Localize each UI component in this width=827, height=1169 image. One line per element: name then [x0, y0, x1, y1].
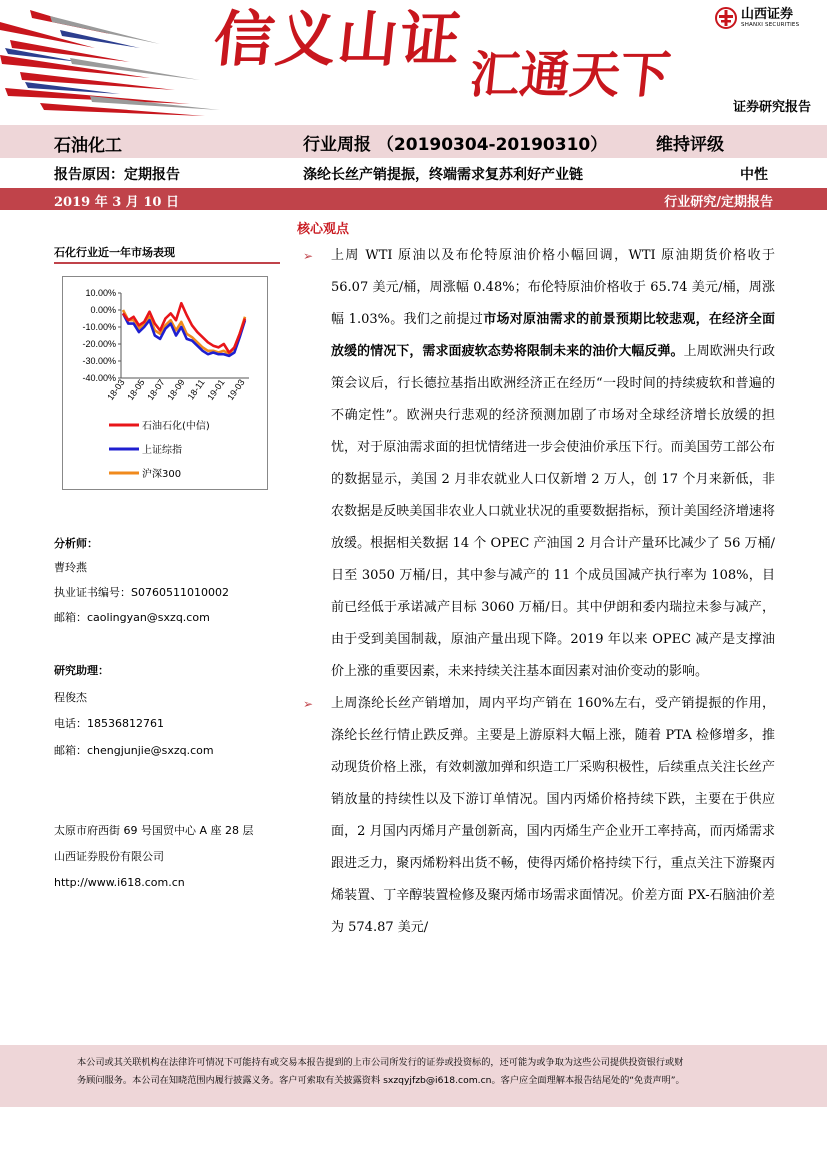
x-tick-label: 19-03 [225, 377, 247, 403]
analyst-name: 曹玲燕 [54, 561, 87, 574]
sector-title: 石油化工 [54, 136, 122, 156]
chart-canvas [63, 277, 269, 491]
viewpoint-paragraph-polyester [303, 688, 775, 944]
disclaimer-line-2: 务顾问服务。本公司在知晓范围内履行披露义务。客户可索取有关披露资料 sxzqyjfzb@i618.com.cn。客户应全面理解本报告结尾处的“免责声明”。 [77, 1075, 685, 1086]
rating-title: 维持评级 [656, 135, 724, 155]
report-type: 行业研究/定期报告 [664, 195, 773, 210]
report-headline: 涤纶长丝产销提振，终端需求复苏利好产业链 [303, 167, 583, 183]
report-reason: 报告原因：定期报告 [54, 167, 180, 183]
y-tick-label: -40.00% [82, 373, 116, 383]
disclaimer-text [77, 1054, 767, 1090]
para1-text-b: 上周欧洲央行政策会议后，行长德拉基指出欧洲经济正在经历“一段时间的持续疲软和普遍的不确定性”。欧洲央行悲观的经济预测加剧了市场对全球经济增长放缓的担忧，对于原油需求面的担忧情绪进一步会使油价承压下行。而美国劳工部公布的数据显示，美国 2 月非农就业人口仅新增 2 万人，创 17 个月来新低，非农数据是反映美国非农业人口就业状况的重要数据指标，预计美国经济增速将放缓。根据相关数据 14 个 OPEC 产油国 2 月合计产量环比减少了 56 万桶/日至 3050 万桶/日，其中参与减产的 11 个成员国减产执行率为 108%，目前已经低于承诺减产目标 3060 万桶/日。其中伊朗和委内瑞拉未参与减产，由于受到美国制裁，原油产量出现下降。2019 年以来 OPEC 减产是支撑油价上涨的重要因素，未来持续关注基本面因素对油价变动的影响。 [331, 344, 775, 679]
x-tick-label: 19-01 [205, 377, 227, 403]
legend-label: 沪深300 [142, 469, 182, 480]
y-tick-label: 0.00% [90, 305, 116, 315]
chart-title-rule [54, 262, 280, 264]
report-date: 2019 年 3 月 10 日 [54, 195, 179, 210]
company-logo [715, 7, 799, 29]
logo-name: 山西证券 [741, 7, 794, 22]
arrow-bullet-icon: ➢ [303, 697, 314, 711]
chart-title: 石化行业近一年市场表现 [54, 246, 175, 259]
slogan-part1: 信义山证 [210, 5, 466, 75]
y-tick-label: -10.00% [82, 322, 116, 332]
analyst-cert: 执业证书编号：S0760511010002 [54, 586, 229, 599]
assistant-title: 研究助理： [54, 664, 109, 677]
x-tick-label: 18-09 [165, 377, 187, 403]
assistant-email[interactable]: 邮箱：chengjunjie@sxzq.com [54, 744, 214, 757]
weekly-report-title: 行业周报 （20190304-20190310） [303, 135, 608, 155]
viewpoint-paragraph-oil [303, 240, 775, 688]
legend-label: 上证综指 [142, 445, 182, 456]
analyst-email[interactable]: 邮箱：caolingyan@sxzq.com [54, 611, 210, 624]
assistant-phone: 电话：18536812761 [54, 717, 164, 730]
logo-mark-icon [715, 7, 737, 29]
x-tick-label: 18-07 [145, 377, 167, 403]
company-website[interactable]: http://www.i618.com.cn [54, 876, 185, 889]
y-tick-label: 10.00% [85, 288, 116, 298]
company-name: 山西证券股份有限公司 [54, 850, 164, 863]
x-tick-label: 18-05 [125, 377, 147, 403]
para1-bold-text: 市场对原油需求的前景预期比较悲观，在经济全面放缓的情况下，需求面疲软态势将限制未来的油价大幅反弹。 [331, 312, 775, 359]
para2-text: 上周涤纶长丝产销增加，周内平均产销在 160%左右，受产销提振的作用，涤纶长丝行情止跌反弹。主要是上游原料大幅上涨，随着 PTA 检修增多，推动现货价格上涨，有效刺激加弹和织造工厂采购积极性，后续重点关注长丝产销放量的持续性以及下游订单情况。国内丙烯价格持续下跌，主要在于供应面，2 月国内丙烯月产量创新高，国内丙烯生产企业开工率持高，而丙烯需求跟进乏力，聚丙烯粉料出货不畅，使得丙烯价格持续下行，重点关注下游聚丙烯装置、丁辛醇装置检修及聚丙烯市场需求面情况。价差方面 PX-石脑油价差为 574.87 美元/ [331, 696, 775, 935]
core-viewpoint-title: 核心观点 [297, 222, 350, 237]
slogan-part2: 汇通天下 [466, 46, 674, 104]
analyst-title: 分析师： [54, 537, 98, 550]
x-tick-label: 18-03 [105, 377, 127, 403]
disclaimer-line-1: 本公司或其关联机构在法律许可情况下可能持有或交易本报告提到的上市公司所发行的证券或投资标的，还可能为或争取为这些公司提供投资银行或财 [77, 1057, 684, 1068]
brand-banner [0, 0, 827, 125]
core-viewpoint-body [303, 240, 775, 944]
legend-label: 石油石化(中信) [142, 421, 210, 432]
assistant-name: 程俊杰 [54, 691, 87, 704]
logo-english: SHANXI SECURITIES [741, 22, 800, 28]
company-address: 太原市府西街 69 号国贸中心 A 座 28 层 [54, 824, 254, 837]
market-performance-chart [62, 276, 268, 490]
para1-text-a: 上周 WTI 原油以及布伦特原油价格小幅回调，WTI 原油期货价格收于 56.07 美元/桶，周涨幅 0.48%；布伦特原油价格收于 65.74 美元/桶，周涨幅 1.03%。我们之前提过 [331, 248, 775, 327]
rating-value: 中性 [740, 167, 768, 183]
decorative-arrows-graphic [0, 0, 230, 125]
arrow-bullet-icon: ➢ [303, 249, 314, 263]
y-tick-label: -20.00% [82, 339, 116, 349]
y-tick-label: -30.00% [82, 356, 116, 366]
x-tick-label: 18-11 [185, 377, 207, 402]
report-kind: 证券研究报告 [732, 100, 811, 115]
